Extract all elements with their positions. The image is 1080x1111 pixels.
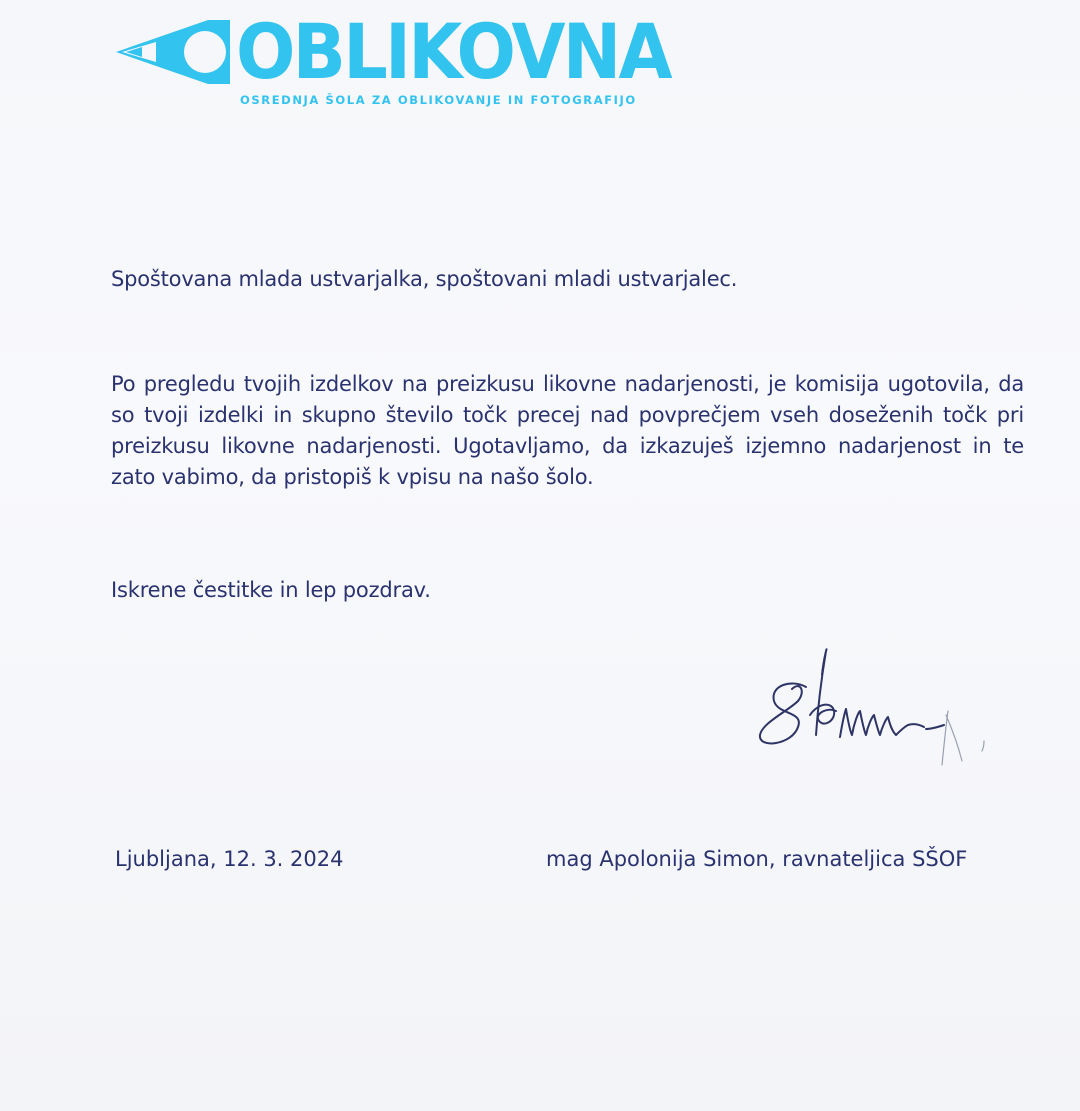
signer-name-title: mag Apolonija Simon, ravnateljica SŠOF <box>546 847 968 871</box>
logo-wordmark: OBLIKOVNA <box>236 7 670 96</box>
logo-tagline: OSREDNJA ŠOLA ZA OBLIKOVANJE IN FOTOGRAFIJO <box>240 93 637 107</box>
letter-body: Po pregledu tvojih izdelkov na preizkusu likovne nadarjenosti, je komisija ugotovila, da so tvoji izdelki in skupno število točk precej nad povprečjem vseh doseženih točk pri preizkusu likovne nadarjenosti. Ugotavljamo, da izkazuješ izjemno nadarjenost in te zato vabimo, da pristopiš k vpisu na našo šolo. <box>111 372 1024 489</box>
signature-icon <box>748 645 1008 775</box>
letter-greeting: Spoštovana mlada ustvarjalka, spoštovani mladi ustvarjalec. <box>111 267 738 291</box>
school-logo <box>112 7 672 112</box>
place-date: Ljubljana, 12. 3. 2024 <box>115 847 344 871</box>
logo-pencil-icon <box>112 12 252 92</box>
letter-closing: Iskrene čestitke in lep pozdrav. <box>111 578 431 602</box>
